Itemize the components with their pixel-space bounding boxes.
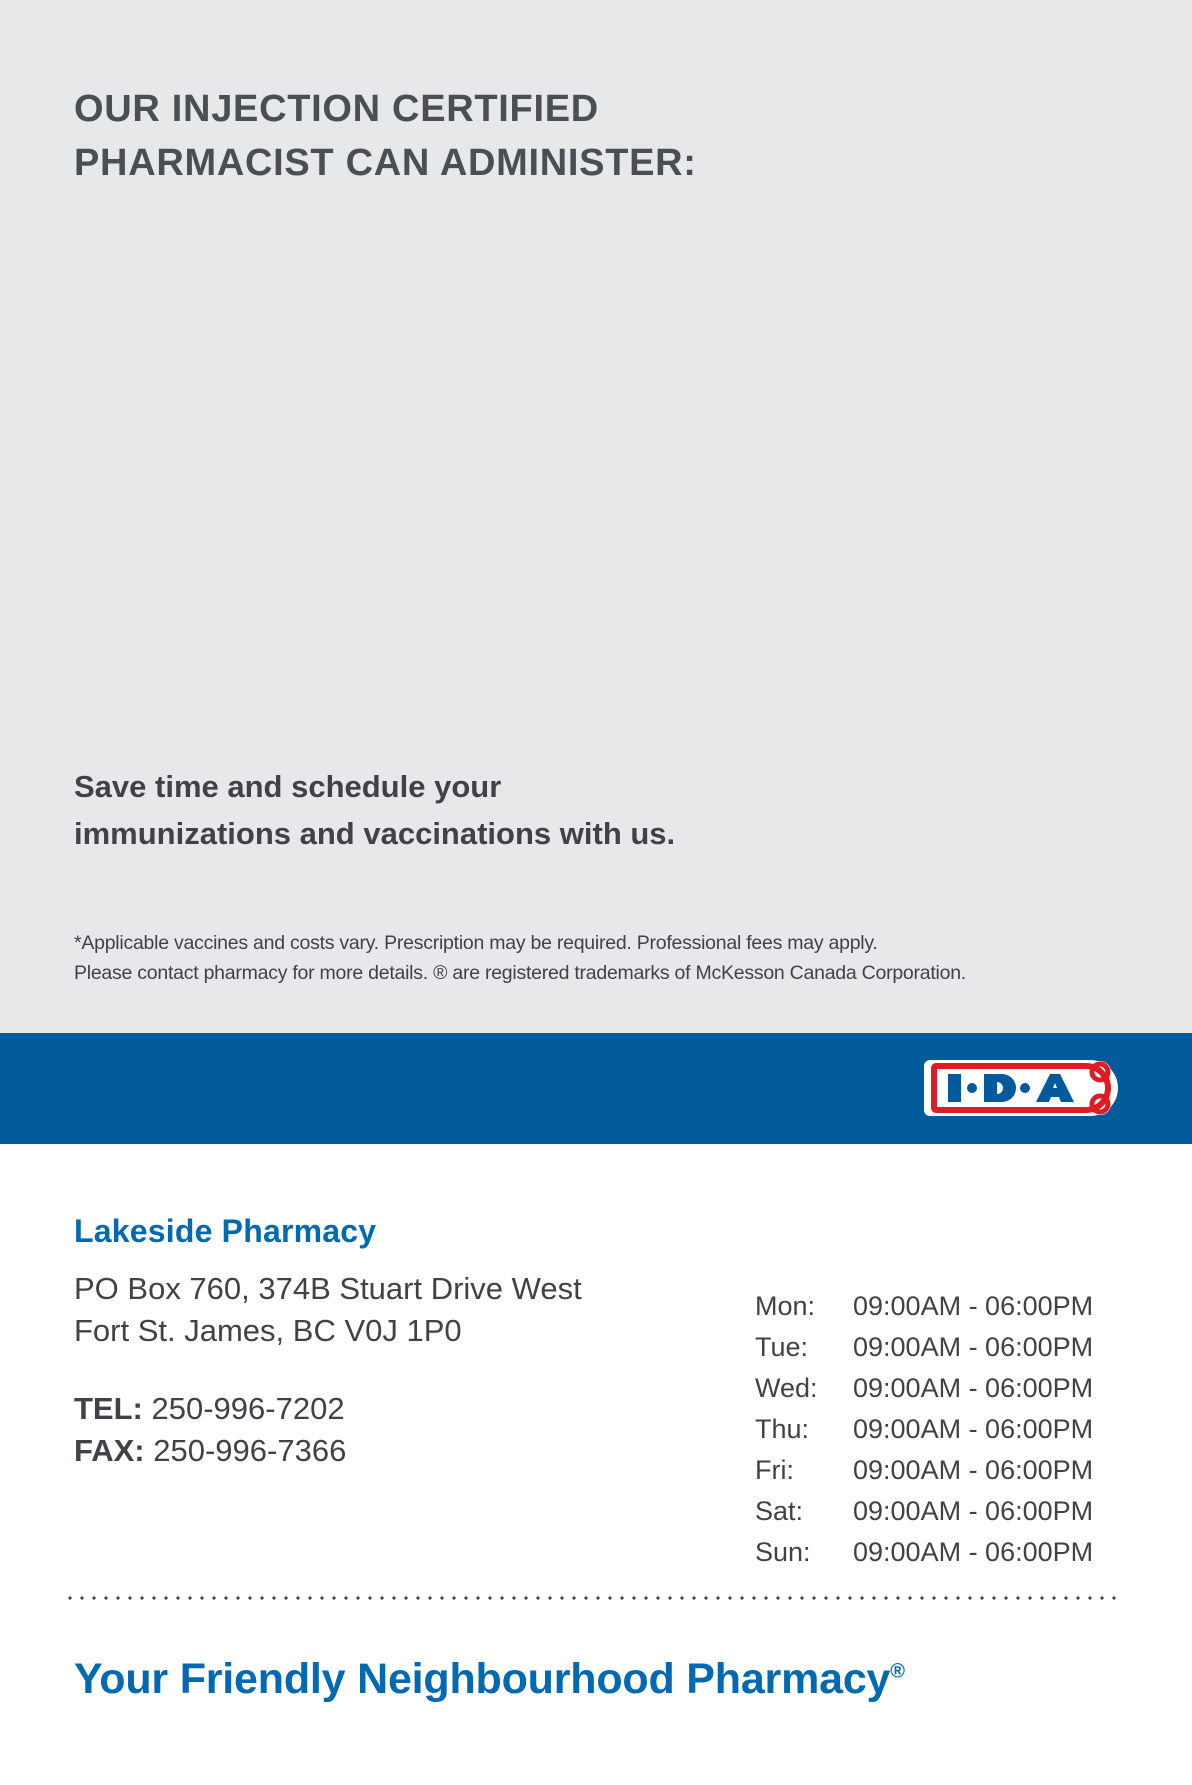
hours-time: 09:00AM - 06:00PM [853,1495,1094,1526]
hours-time: 09:00AM - 06:00PM [853,1372,1094,1403]
disclaimer-line-2: Please contact pharmacy for more details. ® are registered trademarks of McKesson Canada Corporation. [74,962,966,985]
address-line-2: Fort St. James, BC V0J 1P0 [74,1313,462,1349]
hours-day: Fri: [755,1454,794,1485]
hours-time: 09:00AM - 06:00PM [853,1331,1094,1362]
store-contact [74,1388,714,1472]
footer-tagline [74,1655,905,1704]
table-row [755,1495,1093,1536]
subheadline [74,763,914,857]
ida-logo-icon [922,1048,1122,1128]
address-line-1: PO Box 760, 374B Stuart Drive West [74,1271,582,1306]
disclaimer-text [74,928,1124,989]
tagline-text: Your Friendly Neighbourhood Pharmacy [74,1655,891,1703]
registered-mark: ® [890,1660,905,1683]
hours-time: 09:00AM - 06:00PM [853,1413,1094,1444]
store-address [74,1268,714,1353]
headline-line-1: OUR INJECTION CERTIFIED [74,88,599,130]
hours-time: 09:00AM - 06:00PM [853,1291,1094,1321]
telephone-label: TEL: [74,1391,143,1426]
table-row [755,1536,1093,1577]
subheadline-line-1: Save time and schedule your [74,769,502,804]
hours-time: 09:00AM - 06:00PM [853,1536,1094,1567]
hours-table [755,1290,1093,1577]
hours-day: Sun: [755,1536,811,1567]
hours-day: Wed: [755,1372,818,1403]
table-row [755,1372,1093,1413]
hours-day: Thu: [755,1413,810,1444]
table-row [755,1331,1093,1372]
table-row [755,1413,1093,1454]
subheadline-line-2: immunizations and vaccinations with us. [74,816,676,852]
telephone-row [74,1388,714,1430]
divider [64,1595,1120,1601]
table-row [755,1454,1093,1495]
disclaimer-line-1: *Applicable vaccines and costs vary. Prescription may be required. Professional fees may apply. [74,932,878,954]
hours-time: 09:00AM - 06:00PM [853,1454,1094,1485]
store-name: Lakeside Pharmacy [74,1213,377,1249]
hours-day: Tue: [755,1331,809,1362]
page-title [74,83,974,191]
telephone-value: 250-996-7202 [151,1391,345,1426]
table-row [755,1290,1093,1331]
fax-row [74,1430,714,1472]
hours-day: Mon: [755,1291,816,1321]
store-hours [755,1290,1155,1577]
headline-line-2: PHARMACIST CAN ADMINISTER: [74,141,697,184]
fax-value: 250-996-7366 [153,1433,347,1469]
hours-day: Sat: [755,1495,804,1526]
fax-label: FAX: [74,1433,145,1469]
